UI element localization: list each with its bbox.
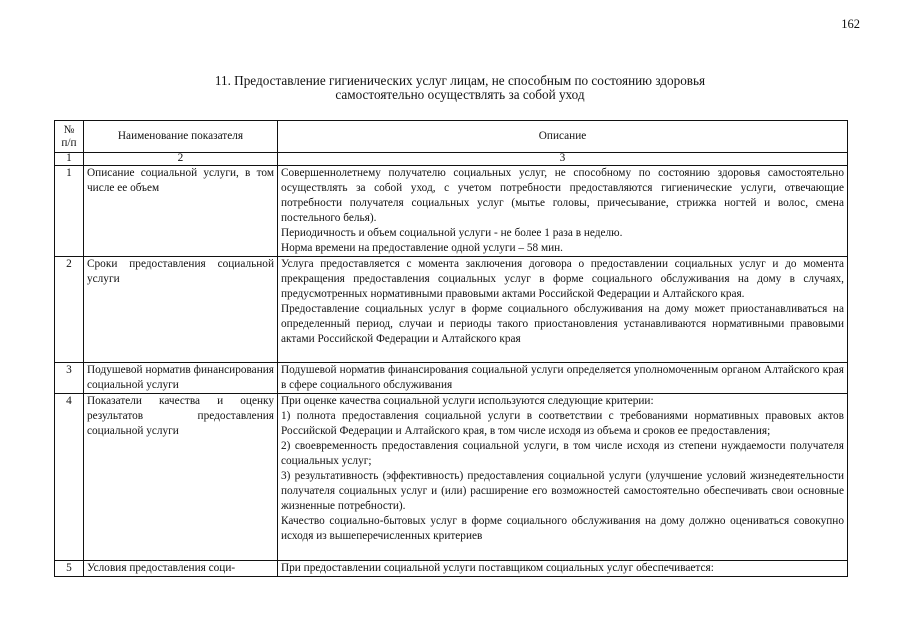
description-paragraph: Качество социально-бытовых услуг в форме социального обслуживания на дому должно оцениваться совокупно исходя из вышеперечисленных критериев	[281, 515, 844, 542]
table-header-row	[55, 121, 848, 153]
description-paragraph: 2) своевременность предоставления социальной услуги, в том числе исходя из степени нуждаемости получателя социальных услуг;	[281, 440, 844, 467]
row-number: 1	[55, 166, 84, 257]
section-title-line-2: самостоятельно осуществлять за собой уход	[335, 87, 585, 102]
indicator-name: Сроки предоставления социальной услуги	[84, 257, 278, 363]
indicator-name: Подушевой норматив финансирования социальной услуги	[84, 363, 278, 394]
table-row	[55, 166, 848, 257]
description-paragraph: Совершеннолетнему получателю социальных услуг, не способному по состоянию здоровья самостоятельно осуществлять за собой уход, с учетом потребности предоставляются гигиенические услуги, отвечающие потребности получателя социальных услуг (мытье головы, причесывание, стрижка ногтей и волос, смена постельного белья).	[281, 167, 844, 224]
description-paragraph: Подушевой норматив финансирования социальной услуги определяется уполномоченным органом Алтайского края в сфере социального обслуживания	[281, 364, 844, 391]
table-row	[55, 561, 848, 577]
row-number: 5	[55, 561, 84, 577]
indicator-name: Условия предоставления соци-	[84, 561, 278, 577]
column-number: 2	[84, 153, 278, 166]
header-desc: Описание	[278, 121, 848, 153]
page-number: 162	[841, 17, 860, 31]
service-description-table	[54, 120, 848, 577]
column-number: 1	[55, 153, 84, 166]
table-row	[55, 394, 848, 561]
description-paragraph: При предоставлении социальной услуги поставщиком социальных услуг обеспечивается:	[281, 562, 714, 574]
table-row	[55, 257, 848, 363]
column-number: 3	[278, 153, 848, 166]
table-row	[55, 363, 848, 394]
description-paragraph: Периодичность и объем социальной услуги - не более 1 раза в неделю.	[281, 227, 623, 239]
description-paragraph: 1) полнота предоставления социальной услуги в соответствии с требованиями нормативных правовых актов Российской Федерации и Алтайского края, в том числе исходя из объема и сроков ее предоставления;	[281, 410, 844, 437]
indicator-description	[278, 166, 848, 257]
indicator-description	[278, 394, 848, 561]
column-number-row	[55, 153, 848, 166]
description-paragraph: Норма времени на предоставление одной услуги – 58 мин.	[281, 242, 564, 254]
indicator-name: Описание социальной услуги, в том числе ее объем	[84, 166, 278, 257]
section-title-line-1: 11. Предоставление гигиенических услуг лицам, не способным по состоянию здоровья	[214, 73, 706, 88]
header-num: № п/п	[55, 121, 84, 153]
indicator-description	[278, 363, 848, 394]
indicator-description	[278, 257, 848, 363]
row-number: 2	[55, 257, 84, 363]
row-number: 4	[55, 394, 84, 561]
section-title	[100, 74, 820, 102]
row-number: 3	[55, 363, 84, 394]
indicator-description	[278, 561, 848, 577]
description-paragraph: Предоставление социальных услуг в форме социального обслуживания на дому может приостанавливаться на определенный период, случаи и периоды такого приостановления устанавливаются нормативными правовыми актами Российской Федерации и Алтайского края	[281, 303, 844, 345]
description-paragraph: 3) результативность (эффективность) предоставления социальной услуги (улучшение условий жизнедеятельности получателя социальных услуг и (или) расширение его возможностей самостоятельно обеспечивать свои основные жизненные потребности).	[281, 470, 844, 512]
indicator-name: Показатели качества и оценку результатов предоставления социальной услуги	[84, 394, 278, 561]
header-name: Наименование показателя	[84, 121, 278, 153]
description-paragraph: При оценке качества социальной услуги используются следующие критерии:	[281, 395, 654, 407]
description-paragraph: Услуга предоставляется с момента заключения договора о предоставлении социальных услуг и до момента прекращения предоставления социальных услуг в форме социального обслуживания на дому в случаях, предусмотренных нормативными правовыми актами Российской Федерации и Алтайского края.	[281, 258, 844, 300]
